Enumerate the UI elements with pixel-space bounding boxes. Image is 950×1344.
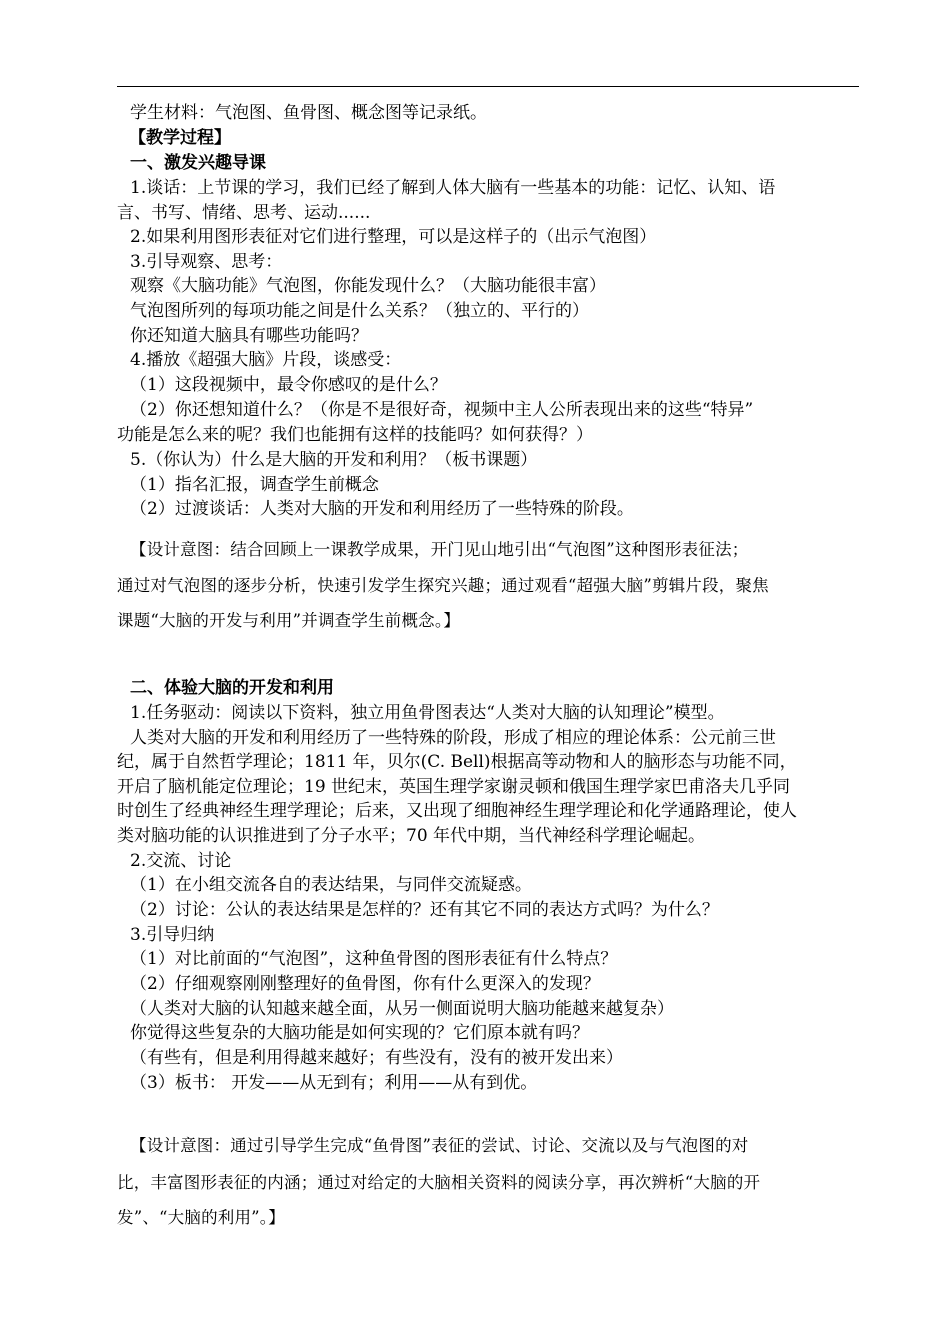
part2-line: （2）讨论：公认的表达结果是怎样的？还有其它不同的表达方式吗？为什么？ <box>130 900 719 920</box>
part1-design-intent: 【设计意图：结合回顾上一课教学成果，开门见山地引出“气泡图”这种图形表征法； <box>130 540 749 559</box>
part2-line: 纪，属于自然哲学理论；1811 年，贝尔(C. Bell)根据高等动物和人的脑形态与功能不同， <box>117 752 797 772</box>
part2-line: （1）对比前面的“气泡图”，这种鱼骨图的图形表征有什么特点？ <box>130 949 618 969</box>
part1-line: 观察《大脑功能》气泡图，你能发现什么？（大脑功能很丰富） <box>130 276 606 296</box>
section-title: 【教学过程】 <box>129 128 231 148</box>
part2-line: （2）仔细观察刚刚整理好的鱼骨图，你有什么更深入的发现？ <box>130 974 600 994</box>
part2-design-intent: 【设计意图：通过引导学生完成“鱼骨图”表征的尝试、讨论、交流以及与气泡图的对 <box>130 1136 749 1155</box>
part2-line: 人类对大脑的开发和利用经历了一些特殊的阶段，形成了相应的理论体系：公元前三世 <box>130 728 776 748</box>
part2-design-intent: 发”、“大脑的利用”。】 <box>117 1208 285 1227</box>
part1-line: 3.引导观察、思考： <box>130 252 283 272</box>
part2-line: （有些有，但是利用得越来越好；有些没有，没有的被开发出来） <box>130 1048 623 1068</box>
part2-line: 类对脑功能的认识推进到了分子水平；70 年代中期，当代神经科学理论崛起。 <box>117 826 706 846</box>
part1-line: 你还知道大脑具有哪些功能吗？ <box>130 326 368 346</box>
part1-line: 2.如果利用图形表征对它们进行整理，可以是这样子的（出示气泡图） <box>130 227 657 247</box>
part2-line: （人类对大脑的认知越来越全面，从另一侧面说明大脑功能越来越复杂） <box>130 999 674 1019</box>
part2-design-intent: 比，丰富图形表征的内涵；通过对给定的大脑相关资料的阅读分享，再次辨析“大脑的开 <box>117 1173 761 1192</box>
part2-line: 1.任务驱动：阅读以下资料，独立用鱼骨图表达“人类对大脑的认知理论”模型。 <box>130 703 725 723</box>
part1-line: （2）你还想知道什么？（你是不是很好奇，视频中主人公所表现出来的这些“特异” <box>130 400 754 420</box>
part2-line: 时创生了经典神经生理学理论；后来，又出现了细胞神经生理学理论和化学通路理论，使人 <box>117 801 797 821</box>
part2-line: 你觉得这些复杂的大脑功能是如何实现的？它们原本就有吗？ <box>130 1023 589 1043</box>
part1-line: （2）过渡谈话：人类对大脑的开发和利用经历了一些特殊的阶段。 <box>130 499 634 519</box>
materials-line: 学生材料：气泡图、鱼骨图、概念图等记录纸。 <box>130 103 487 123</box>
part2-line: （3）板书： 开发——从无到有；利用——从有到优。 <box>130 1073 538 1093</box>
header-rule <box>117 86 859 87</box>
part1-line: 功能是怎么来的呢？我们也能拥有这样的技能吗？如何获得？） <box>117 425 593 445</box>
part1-heading: 一、激发兴趣导课 <box>130 153 266 173</box>
part1-line: 4.播放《超强大脑》片段，谈感受： <box>130 350 402 370</box>
part1-line: 5.（你认为）什么是大脑的开发和利用？（板书课题） <box>130 450 538 470</box>
part2-line: 2.交流、讨论 <box>130 851 232 871</box>
part2-line: 开启了脑机能定位理论；19 世纪末，英国生理学家谢灵顿和俄国生理学家巴甫洛夫几乎同 <box>117 777 791 797</box>
part1-design-intent: 课题“大脑的开发与利用”并调查学生前概念。】 <box>117 611 461 630</box>
part1-design-intent: 通过对气泡图的逐步分析，快速引发学生探究兴趣；通过观看“超强大脑”剪辑片段，聚焦 <box>117 576 769 595</box>
part1-line: （1）指名汇报，调查学生前概念 <box>130 475 379 495</box>
part1-line: 1.谈话：上节课的学习，我们已经了解到人体大脑有一些基本的功能：记忆、认知、语 <box>130 178 776 198</box>
part1-line: 气泡图所列的每项功能之间是什么关系？（独立的、平行的） <box>130 301 589 321</box>
part2-line: 3.引导归纳 <box>130 925 215 945</box>
part1-line: 言、书写、情绪、思考、运动...... <box>117 203 371 223</box>
part2-line: （1）在小组交流各自的表达结果，与同伴交流疑惑。 <box>130 875 532 895</box>
part2-heading: 二、体验大脑的开发和利用 <box>130 678 334 698</box>
part1-line: （1）这段视频中，最令你感叹的是什么？ <box>130 375 447 395</box>
